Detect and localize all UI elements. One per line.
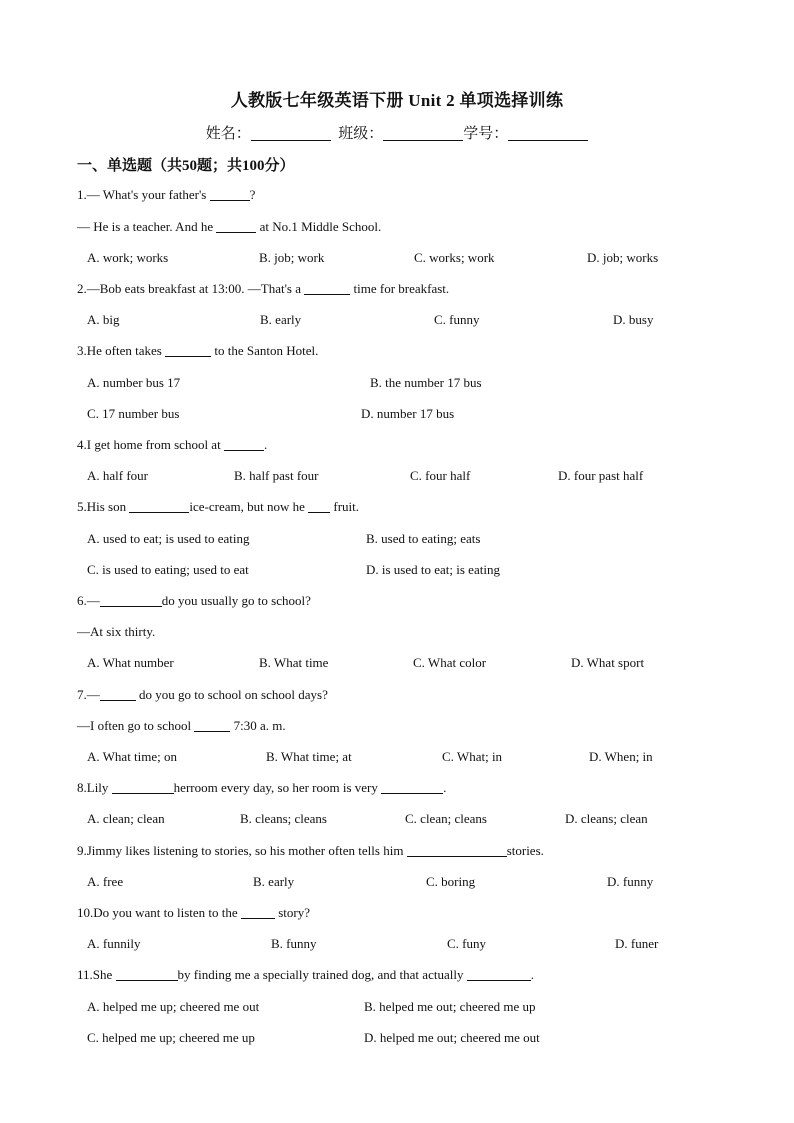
question-11-line-1: 11.She by finding me a specially trained dog, and that actually . — [77, 967, 534, 982]
question-8-option-b: B. cleans; cleans — [240, 811, 327, 826]
question-8-option-a: A. clean; clean — [87, 811, 165, 826]
question-5-option-b: B. used to eating; eats — [366, 531, 481, 546]
question-10-line-1: 10.Do you want to listen to the story? — [77, 905, 310, 920]
question-10-option-b: B. funny — [271, 936, 317, 951]
question-7-option-b: B. What time; at — [266, 749, 352, 764]
question-2-option-b: B. early — [260, 312, 302, 327]
question-4-option-d: D. four past half — [558, 468, 644, 483]
question-9-line-1: 9.Jimmy likes listening to stories, so his mother often tells him stories. — [77, 843, 544, 858]
question-2-option-c: C. funny — [434, 312, 480, 327]
question-8-line-1: 8.Lily herroom every day, so her room is very . — [77, 780, 447, 795]
question-3-option-b: B. the number 17 bus — [370, 375, 482, 390]
question-7-option-d: D. When; in — [589, 749, 653, 764]
student-info-line — [0, 122, 794, 143]
question-6-line-2: —At six thirty. — [77, 624, 156, 639]
question-5-line-1: 5.His son ice-cream, but now he fruit. — [77, 499, 360, 514]
id-label: 学号： — [463, 126, 509, 142]
question-1-option-a: A. work; works — [87, 250, 169, 265]
question-1-line-2: — He is a teacher. And he at No.1 Middle School. — [77, 219, 382, 234]
question-7-line-2: —I often go to school 7:30 a. m. — [77, 718, 286, 733]
question-2-line-1: 2.—Bob eats breakfast at 13:00. —That's a time for breakfast. — [77, 281, 450, 296]
question-5-option-c: C. is used to eating; used to eat — [87, 562, 249, 577]
question-7-option-c: C. What; in — [442, 749, 503, 764]
question-1-line-1: 1.— What's your father's ? — [77, 187, 256, 202]
question-5-option-d: D. is used to eat; is eating — [366, 562, 500, 577]
class-label: 班级： — [338, 126, 384, 142]
question-6-line-1: 6.— do you usually go to school? — [77, 593, 311, 608]
question-10-option-d: D. funer — [615, 936, 659, 951]
question-3-line-1: 3.He often takes to the Santon Hotel. — [77, 343, 319, 358]
question-3-option-c: C. 17 number bus — [87, 406, 180, 421]
question-5-option-a: A. used to eat; is used to eating — [87, 531, 250, 546]
question-6-option-c: C. What color — [413, 655, 487, 670]
section-heading: 一、单选题（共50题；共100分） — [77, 158, 295, 174]
question-9-option-c: C. boring — [426, 874, 476, 889]
question-9-option-d: D. funny — [607, 874, 654, 889]
question-8-option-c: C. clean; cleans — [405, 811, 487, 826]
name-label: 姓名： — [205, 126, 251, 142]
question-9-option-a: A. free — [87, 874, 124, 889]
question-9-option-b: B. early — [253, 874, 295, 889]
question-4-option-a: A. half four — [87, 468, 149, 483]
question-11-option-d: D. helped me out; cheered me out — [364, 1030, 540, 1045]
question-1-option-b: B. job; work — [259, 250, 325, 265]
question-4-option-b: B. half past four — [234, 468, 319, 483]
class-blank — [383, 126, 463, 141]
question-11-option-a: A. helped me up; cheered me out — [87, 999, 260, 1014]
question-7-option-a: A. What time; on — [87, 749, 178, 764]
question-11-option-b: B. helped me out; cheered me up — [364, 999, 536, 1014]
name-blank — [251, 126, 331, 141]
question-4-option-c: C. four half — [410, 468, 471, 483]
question-1-option-d: D. job; works — [587, 250, 659, 265]
question-2-option-a: A. big — [87, 312, 120, 327]
question-10-option-a: A. funnily — [87, 936, 141, 951]
question-6-option-d: D. What sport — [571, 655, 645, 670]
question-2-option-d: D. busy — [613, 312, 654, 327]
question-8-option-d: D. cleans; clean — [565, 811, 648, 826]
question-10-option-c: C. funy — [447, 936, 486, 951]
id-blank — [508, 126, 588, 141]
question-11-option-c: C. helped me up; cheered me up — [87, 1030, 255, 1045]
question-3-option-d: D. number 17 bus — [361, 406, 455, 421]
question-4-line-1: 4.I get home from school at . — [77, 437, 268, 452]
question-3-option-a: A. number bus 17 — [87, 375, 181, 390]
question-7-line-1: 7.— do you go to school on school days? — [77, 687, 328, 702]
question-6-option-a: A. What number — [87, 655, 174, 670]
document-title: 人教版七年级英语下册 Unit 2 单项选择训练 — [230, 91, 564, 110]
question-6-option-b: B. What time — [259, 655, 329, 670]
question-1-option-c: C. works; work — [414, 250, 495, 265]
